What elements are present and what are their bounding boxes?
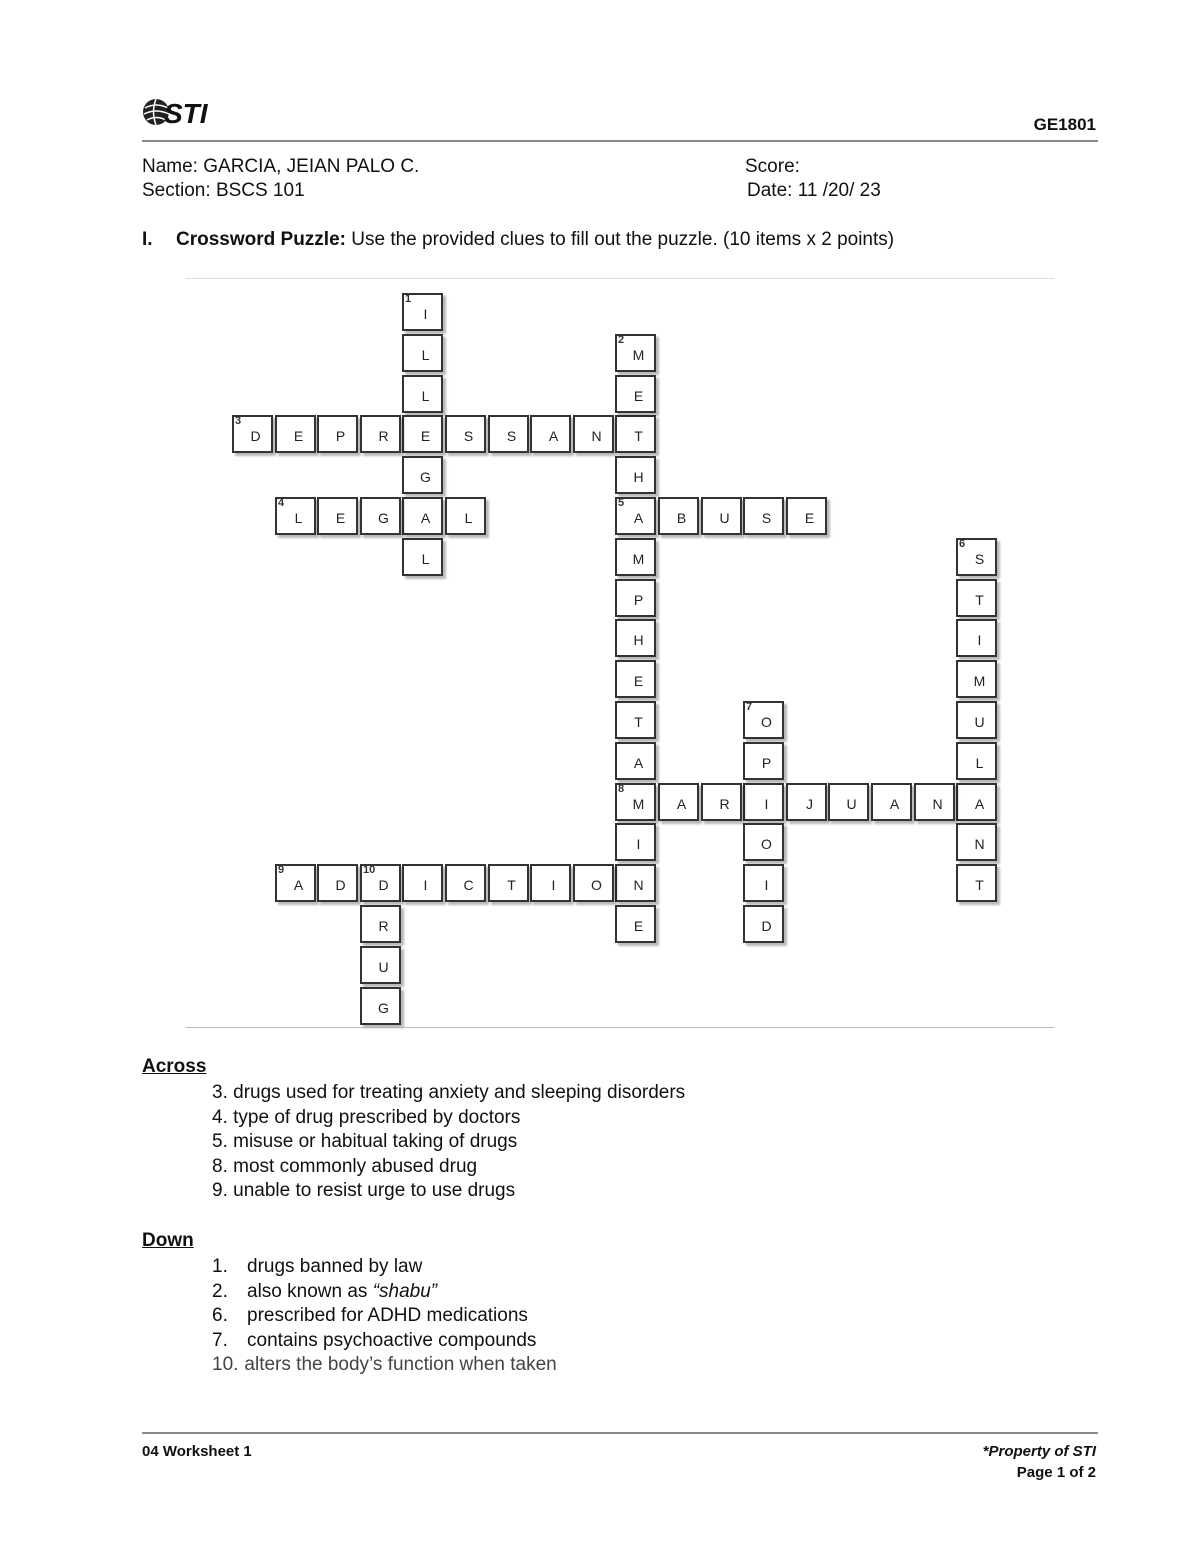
down-clue-number: 7. xyxy=(212,1329,228,1351)
cell-letter: A xyxy=(548,428,559,444)
cell-letter: U xyxy=(719,510,730,526)
cell-letter: I xyxy=(764,796,769,812)
cell-letter: P xyxy=(761,755,772,771)
cell-letter: E xyxy=(293,428,304,444)
crossword-cell[interactable] xyxy=(360,864,401,902)
crossword-cell[interactable] xyxy=(360,946,401,984)
crossword-cell[interactable] xyxy=(402,334,443,372)
crossword-cell[interactable] xyxy=(914,783,955,821)
down-clue-list xyxy=(212,1255,557,1378)
across-clue: 9. unable to resist urge to use drugs xyxy=(212,1180,516,1202)
cell-letter: N xyxy=(591,428,602,444)
crossword-cell[interactable] xyxy=(445,497,486,535)
cell-letter: E xyxy=(804,510,815,526)
down-clue-text: contains psychoactive compounds xyxy=(247,1329,537,1351)
cell-letter: U xyxy=(974,714,985,730)
cell-letter: T xyxy=(975,877,984,893)
crossword-cell[interactable] xyxy=(743,701,784,739)
cell-letter: E xyxy=(633,918,644,934)
clue-number: 9 xyxy=(278,864,285,876)
crossword-cell[interactable] xyxy=(743,783,784,821)
down-clue-italic: “shabu” xyxy=(372,1280,438,1302)
crossword-cell[interactable] xyxy=(956,538,997,576)
crossword-cell[interactable] xyxy=(402,375,443,413)
score-field xyxy=(745,156,800,178)
crossword-cell[interactable] xyxy=(615,660,656,698)
crossword-cell[interactable] xyxy=(615,742,656,780)
cell-letter: U xyxy=(846,796,857,812)
cell-letter: O xyxy=(591,877,602,893)
crossword-cell[interactable] xyxy=(956,701,997,739)
clue-number: 6 xyxy=(959,538,966,550)
crossword-cell[interactable] xyxy=(573,864,614,902)
crossword-cell[interactable] xyxy=(445,415,486,453)
down-heading: Down xyxy=(142,1230,194,1251)
crossword-cell[interactable] xyxy=(615,701,656,739)
crossword-cell[interactable] xyxy=(615,375,656,413)
course-code: GE1801 xyxy=(1033,115,1096,134)
crossword-cell[interactable] xyxy=(743,742,784,780)
across-clue: 4. type of drug prescribed by doctors xyxy=(212,1106,521,1128)
down-clue-number: 2. xyxy=(212,1280,228,1302)
cell-letter: I xyxy=(977,632,982,648)
cell-letter: L xyxy=(421,347,430,363)
cell-letter: T xyxy=(634,714,643,730)
cell-letter: M xyxy=(632,796,645,812)
clue-number: 10 xyxy=(363,864,376,876)
crossword-cell[interactable] xyxy=(402,293,443,331)
crossword-cell[interactable] xyxy=(530,864,571,902)
date-field xyxy=(747,180,881,202)
cell-letter: E xyxy=(633,673,644,689)
cell-letter: R xyxy=(378,428,389,444)
crossword-cell[interactable] xyxy=(402,538,443,576)
cell-letter: M xyxy=(632,551,645,567)
cell-letter: H xyxy=(633,632,644,648)
cell-letter: R xyxy=(719,796,730,812)
cell-letter: R xyxy=(378,918,389,934)
crossword-cell[interactable] xyxy=(701,783,742,821)
cell-letter: P xyxy=(633,592,644,608)
footer-worksheet: 04 Worksheet 1 xyxy=(142,1443,252,1460)
section-value: BSCS 101 xyxy=(215,180,305,201)
cell-letter: I xyxy=(423,306,428,322)
crossword-cell[interactable] xyxy=(743,497,784,535)
cell-letter: I xyxy=(423,877,428,893)
cell-letter: D xyxy=(378,877,389,893)
cell-letter: D xyxy=(250,428,261,444)
down-clue-number: 1. xyxy=(212,1256,228,1277)
crossword-cell[interactable] xyxy=(658,783,699,821)
crossword-cell[interactable] xyxy=(615,823,656,861)
crossword-cell[interactable] xyxy=(701,497,742,535)
crossword-cell[interactable] xyxy=(956,864,997,902)
crossword-cell[interactable] xyxy=(317,497,358,535)
cell-letter: I xyxy=(551,877,556,893)
crossword-cell[interactable] xyxy=(488,415,529,453)
cell-letter: A xyxy=(974,796,985,812)
cell-letter: G xyxy=(378,1000,389,1016)
cell-letter: M xyxy=(973,673,986,689)
cell-letter: A xyxy=(633,510,644,526)
cell-letter: I xyxy=(636,836,641,852)
puzzle-top-border xyxy=(186,278,1054,279)
crossword-cell[interactable] xyxy=(786,783,827,821)
cell-letter: U xyxy=(378,959,389,975)
cell-letter: T xyxy=(975,592,984,608)
crossword-cell[interactable] xyxy=(956,660,997,698)
date-label: Date: xyxy=(747,180,793,201)
cell-letter: N xyxy=(633,877,644,893)
crossword-cell[interactable] xyxy=(615,538,656,576)
cell-letter: T xyxy=(634,428,643,444)
down-clue xyxy=(212,1304,557,1329)
clue-number: 3 xyxy=(235,415,242,427)
cell-letter: S xyxy=(463,428,474,444)
crossword-cell[interactable] xyxy=(445,864,486,902)
crossword-cell[interactable] xyxy=(743,823,784,861)
clue-number: 2 xyxy=(618,334,625,346)
footer-property: *Property of STI xyxy=(982,1443,1096,1460)
crossword-cell[interactable] xyxy=(317,864,358,902)
crossword-cell[interactable] xyxy=(615,783,656,821)
across-clue: 5. misuse or habitual taking of drugs xyxy=(212,1131,518,1153)
cell-letter: I xyxy=(764,877,769,893)
clue-number: 8 xyxy=(618,783,625,795)
crossword-cell[interactable] xyxy=(615,415,656,453)
cell-letter: O xyxy=(761,714,772,730)
cell-letter: T xyxy=(507,877,516,893)
crossword-cell[interactable] xyxy=(275,864,316,902)
crossword-cell[interactable] xyxy=(615,334,656,372)
cell-letter: A xyxy=(676,796,687,812)
instruction xyxy=(142,229,894,251)
name-field xyxy=(142,156,419,178)
crossword-cell[interactable] xyxy=(658,497,699,535)
cell-letter: N xyxy=(932,796,943,812)
down-clue-text: alters the body’s function when taken xyxy=(244,1354,557,1376)
section-label: Section: xyxy=(142,180,211,201)
cell-letter: O xyxy=(761,836,772,852)
crossword-cell[interactable] xyxy=(956,619,997,657)
puzzle-bottom-border xyxy=(186,1027,1054,1028)
across-clue-list xyxy=(212,1081,685,1204)
crossword-cell[interactable] xyxy=(275,497,316,535)
cell-letter: L xyxy=(464,510,473,526)
cell-letter: A xyxy=(420,510,431,526)
cell-letter: N xyxy=(974,836,985,852)
down-clue-number: 10. xyxy=(212,1354,239,1376)
crossword-cell[interactable] xyxy=(743,905,784,943)
footer-page-number: Page 1 of 2 xyxy=(1016,1464,1096,1481)
crossword-cell[interactable] xyxy=(402,456,443,494)
cell-letter: L xyxy=(975,755,984,771)
cell-letter: J xyxy=(806,796,813,812)
crossword-cell[interactable] xyxy=(402,864,443,902)
score-label: Score: xyxy=(745,156,800,177)
crossword-cell[interactable] xyxy=(615,456,656,494)
footer-divider xyxy=(142,1432,1098,1434)
cell-letter: L xyxy=(294,510,303,526)
date-value: 11 /20/ 23 xyxy=(797,180,881,201)
across-heading: Across xyxy=(142,1056,207,1077)
crossword-cell[interactable] xyxy=(615,864,656,902)
crossword-cell[interactable] xyxy=(360,905,401,943)
cell-letter: G xyxy=(420,469,431,485)
section-field xyxy=(142,180,305,202)
cell-letter: E xyxy=(633,388,644,404)
clue-number: 7 xyxy=(746,701,753,713)
cell-letter: M xyxy=(632,347,645,363)
across-clue: 3. drugs used for treating anxiety and sleeping disorders xyxy=(212,1082,686,1103)
crossword-cell[interactable] xyxy=(786,497,827,535)
logo-text: STI xyxy=(164,98,208,129)
crossword-cell[interactable] xyxy=(360,415,401,453)
cell-letter: B xyxy=(676,510,687,526)
crossword-cell[interactable] xyxy=(615,497,656,535)
clue-number: 5 xyxy=(618,497,625,509)
cell-letter: G xyxy=(378,510,389,526)
crossword-cell[interactable] xyxy=(956,823,997,861)
name-value: GARCIA, JEIAN PALO C. xyxy=(203,156,420,177)
down-clue xyxy=(212,1329,557,1354)
crossword-cell[interactable] xyxy=(402,497,443,535)
instruction-text: Use the provided clues to fill out the puzzle. (10 items x 2 points) xyxy=(351,229,895,250)
clue-number: 4 xyxy=(278,497,285,509)
down-clue-number: 6. xyxy=(212,1305,228,1327)
crossword-cell[interactable] xyxy=(615,579,656,617)
down-clue-text: prescribed for ADHD medications xyxy=(247,1305,528,1327)
crossword-cell[interactable] xyxy=(232,415,273,453)
crossword-cell[interactable] xyxy=(743,864,784,902)
cell-letter: A xyxy=(293,877,304,893)
crossword-cell[interactable] xyxy=(317,415,358,453)
cell-letter: L xyxy=(421,388,430,404)
cell-letter: C xyxy=(463,877,474,893)
crossword-cell[interactable] xyxy=(402,415,443,453)
down-clue xyxy=(212,1280,557,1305)
name-label: Name: xyxy=(142,156,198,177)
crossword-cell[interactable] xyxy=(828,783,869,821)
clue-number: 1 xyxy=(405,293,412,305)
instruction-number: I. xyxy=(142,229,153,250)
crossword-cell[interactable] xyxy=(956,742,997,780)
cell-letter: D xyxy=(335,877,346,893)
cell-letter: L xyxy=(421,551,430,567)
across-clue: 8. most commonly abused drug xyxy=(212,1155,478,1177)
crossword-cell[interactable] xyxy=(275,415,316,453)
crossword-cell[interactable] xyxy=(360,497,401,535)
down-clue xyxy=(212,1255,557,1280)
instruction-label: Crossword Puzzle: xyxy=(176,229,346,250)
down-clue-text: also known as xyxy=(247,1280,368,1302)
crossword-cell[interactable] xyxy=(956,579,997,617)
cell-letter: A xyxy=(889,796,900,812)
cell-letter: S xyxy=(974,551,985,567)
header-divider xyxy=(142,140,1098,142)
crossword-cell[interactable] xyxy=(488,864,529,902)
crossword-cell[interactable] xyxy=(871,783,912,821)
crossword-cell[interactable] xyxy=(573,415,614,453)
cell-letter: E xyxy=(420,428,431,444)
cell-letter: S xyxy=(761,510,772,526)
down-clue-text: drugs banned by law xyxy=(247,1256,423,1277)
cell-letter: P xyxy=(335,428,346,444)
sti-logo xyxy=(142,94,214,130)
crossword-cell[interactable] xyxy=(956,783,997,821)
cell-letter: H xyxy=(633,469,644,485)
cell-letter: A xyxy=(633,755,644,771)
down-clue xyxy=(212,1353,557,1378)
crossword-cell[interactable] xyxy=(615,905,656,943)
cell-letter: E xyxy=(335,510,346,526)
cell-letter: S xyxy=(506,428,517,444)
cell-letter: D xyxy=(761,918,772,934)
crossword-cell[interactable] xyxy=(615,619,656,657)
crossword-cell[interactable] xyxy=(530,415,571,453)
crossword-cell[interactable] xyxy=(360,987,401,1025)
